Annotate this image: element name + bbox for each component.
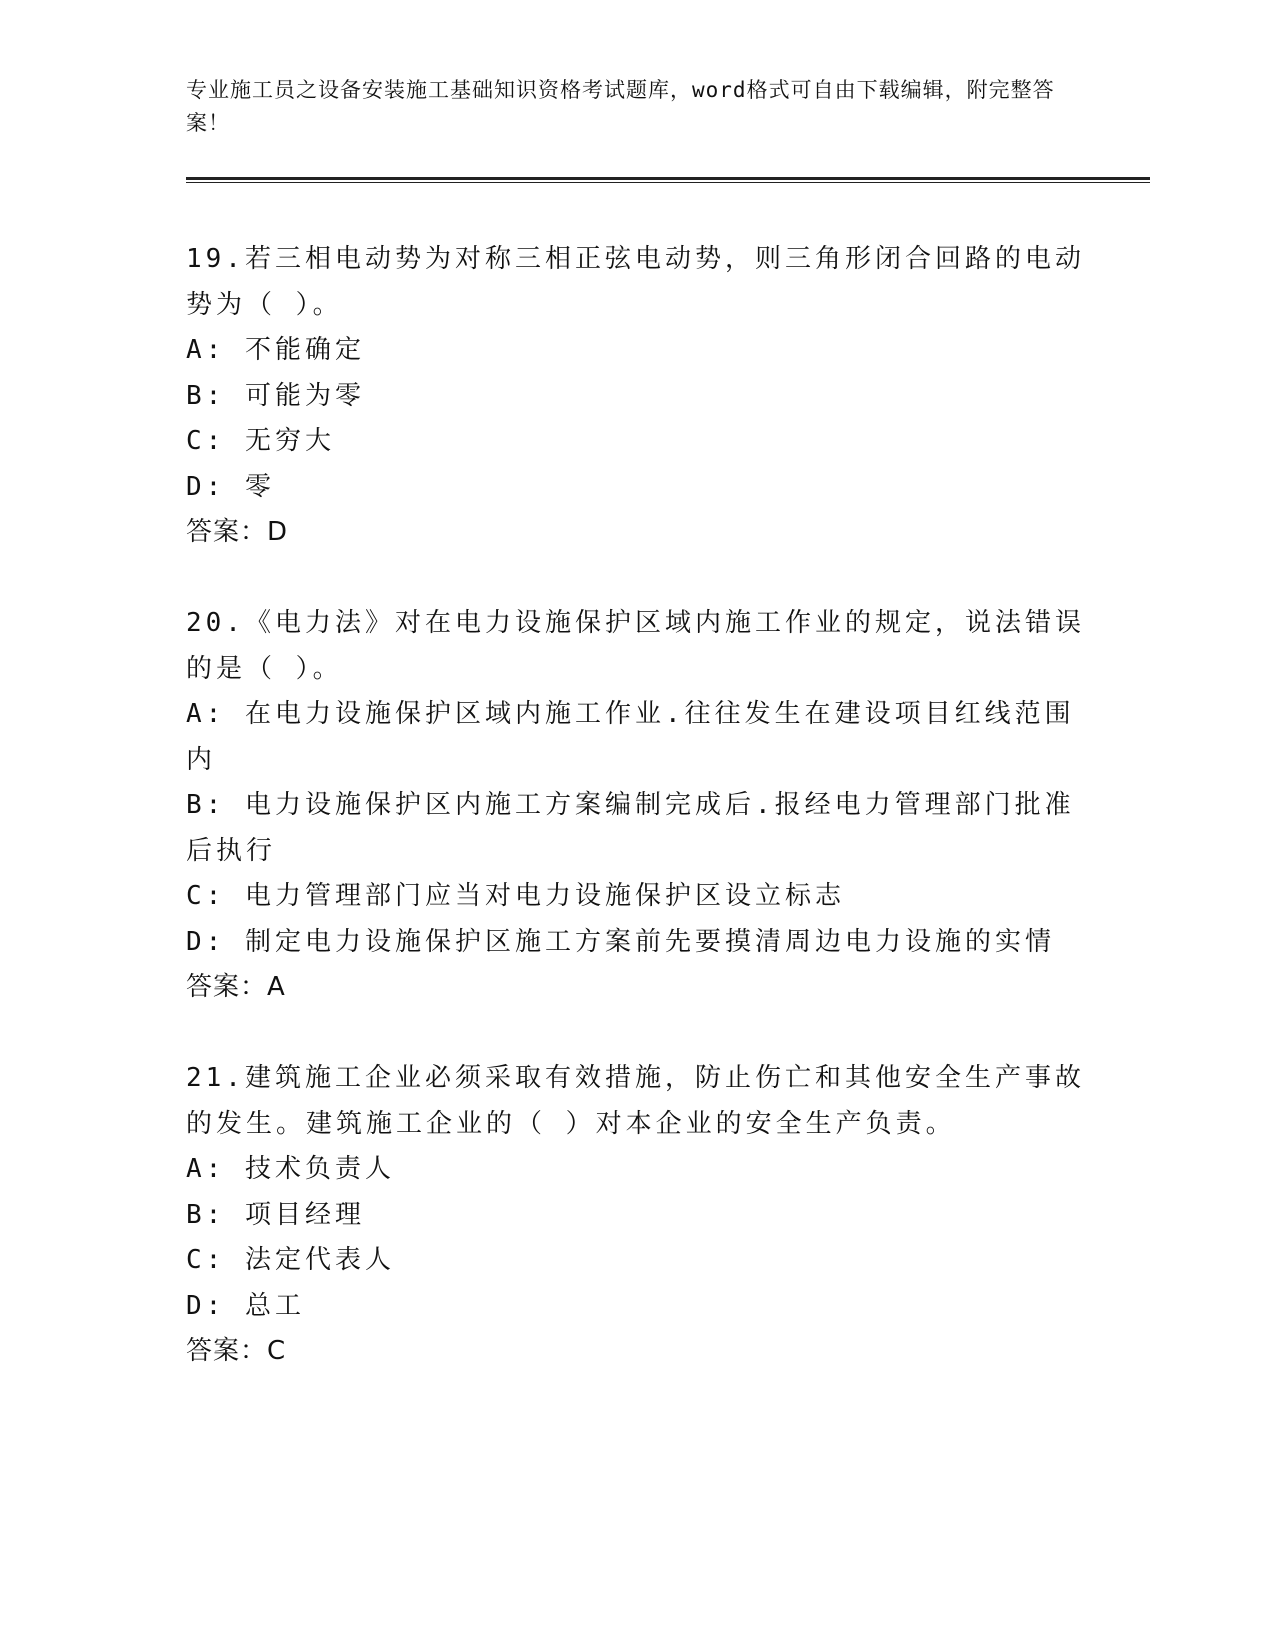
option-c: C: 无穷大 [186, 426, 335, 456]
option-b: B: 可能为零 [186, 380, 365, 411]
option-a: A: 不能确定 [186, 335, 365, 365]
question-20 [186, 601, 1086, 1011]
option-d: D: 制定电力设施保护区施工方案前先要摸清周边电力设施的实情 [186, 926, 1055, 957]
option-d: D: 总工 [186, 1290, 305, 1321]
question-spacer [186, 556, 1086, 602]
answer-line: 答案：A [186, 972, 286, 1002]
option-d: D: 零 [186, 471, 275, 502]
question-spacer [186, 1011, 1086, 1057]
option-c: C: 电力管理部门应当对电力设施保护区设立标志 [186, 881, 845, 911]
answer-line: 答案：C [186, 1336, 287, 1366]
question-stem: 21.建筑施工企业必须采取有效措施，防止伤亡和其他安全生产事故的发生。建筑施工企业的（ ）对本企业的安全生产负责。 [186, 1063, 1085, 1139]
document-header: 专业施工员之设备安装施工基础知识资格考试题库，word格式可自由下载编辑，附完整答案！ [186, 78, 1055, 135]
option-b: B: 电力设施保护区内施工方案编制完成后.报经电力管理部门批准后执行 [186, 790, 1075, 866]
question-19 [186, 237, 1086, 556]
option-a: A: 在电力设施保护区域内施工作业.往往发生在建设项目红线范围内 [186, 699, 1075, 775]
option-c: C: 法定代表人 [186, 1245, 395, 1275]
question-stem: 20.《电力法》对在电力设施保护区域内施工作业的规定，说法错误的是（ ）。 [186, 608, 1085, 684]
option-a: A: 技术负责人 [186, 1154, 395, 1184]
question-list [186, 237, 1086, 1375]
option-b: B: 项目经理 [186, 1199, 365, 1230]
answer-line: 答案：D [186, 517, 289, 547]
question-stem: 19.若三相电动势为对称三相正弦电动势，则三角形闭合回路的电动势为（ ）。 [186, 244, 1085, 320]
header-divider-thin [186, 182, 1150, 183]
question-21 [186, 1056, 1086, 1375]
header-divider-thick [186, 177, 1150, 180]
